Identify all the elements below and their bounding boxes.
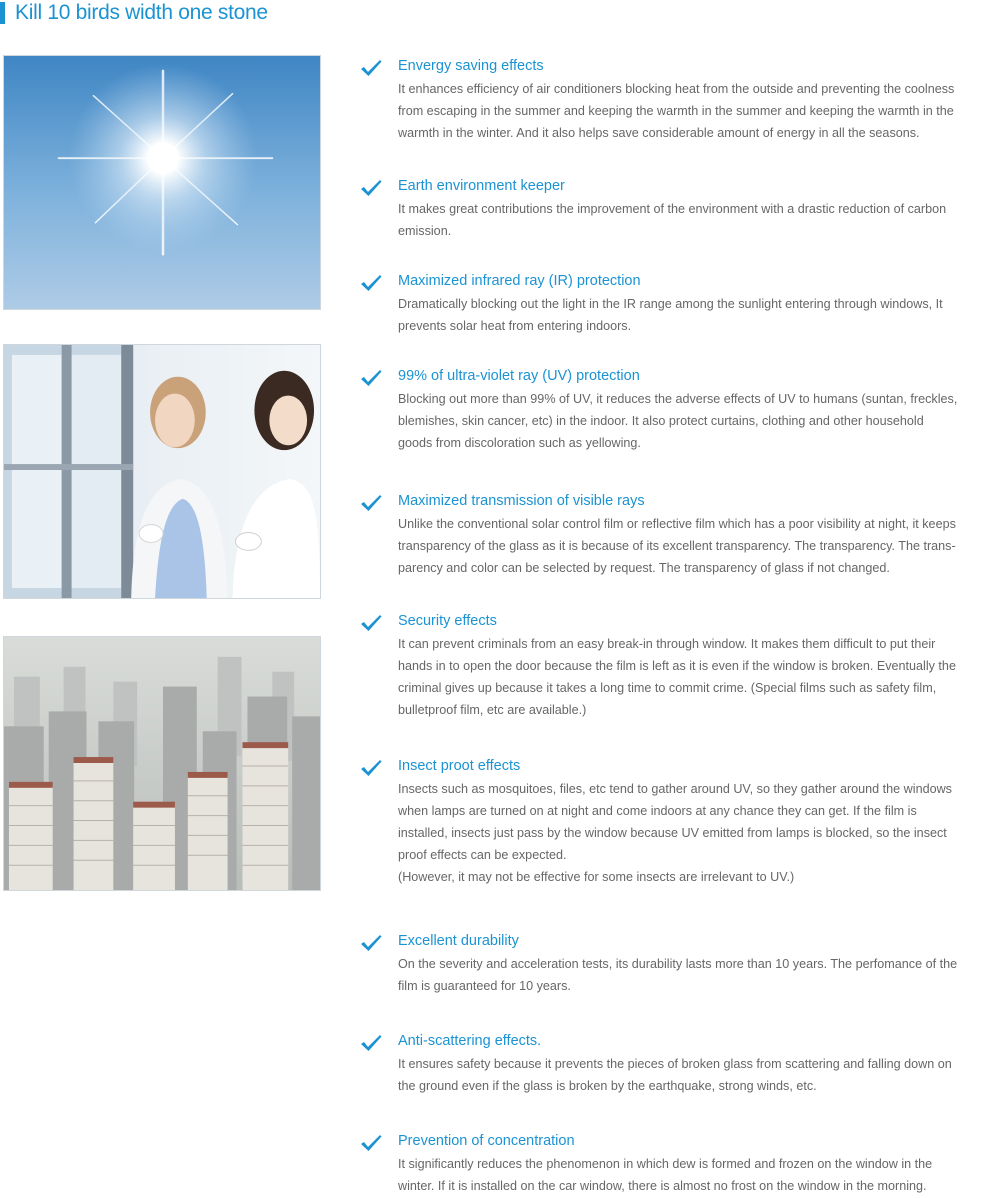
feature-description-line: prevents solar heat from entering indoors.: [398, 319, 632, 333]
feature-title: 99% of ultra-violet ray (UV) protection: [398, 368, 640, 384]
feature-description-line: Dramatically blocking out the light in the IR range among the sunlight entering through windows, It: [398, 297, 943, 311]
feature-title: Insect proot effects: [398, 758, 521, 774]
checkmark-icon: [360, 369, 382, 387]
feature-title: Maximized transmission of visible rays: [398, 493, 645, 509]
feature-description-line: (However, it may not be effective for some insects are irrelevant to UV.): [398, 870, 795, 884]
checkmark-icon: [360, 759, 382, 777]
page-title: Kill 10 birds width one stone: [15, 1, 268, 24]
feature-description: [398, 778, 1000, 888]
feature-description-line: It ensures safety because it prevents the pieces of broken glass from scattering and falling down on: [398, 1057, 952, 1071]
feature-description: [398, 633, 1000, 721]
women-at-window-photo: [3, 344, 321, 599]
checkmark-icon: [360, 1134, 382, 1152]
feature-list: [360, 0, 1000, 1198]
feature-description-line: It enhances efficiency of air conditioners blocking heat from the outside and preventing the coolness: [398, 82, 955, 96]
feature-title: Maximized infrared ray (IR) protection: [398, 273, 641, 289]
feature-description-line: blemishes, skin cancer, etc) in the indoor. It also protect curtains, clothing and other household: [398, 414, 924, 428]
feature-description-line: On the severity and acceleration tests, its durability lasts more than 10 years. The perfomance of the: [398, 957, 958, 971]
checkmark-icon: [360, 934, 382, 952]
feature-description-line: bulletproof film, etc are available.): [398, 703, 587, 717]
feature-description: [398, 1053, 1000, 1097]
checkmark-icon: [360, 614, 382, 632]
checkmark-icon: [360, 1034, 382, 1052]
feature-description-line: criminal gives up because it takes a long time to commit crime. (Special films such as safety film,: [398, 681, 937, 695]
feature-description: [398, 78, 1000, 144]
feature-description-line: parency and color can be selected by request. The transparency of glass if not changed.: [398, 561, 890, 575]
feature-description-line: It makes great contributions the improvement of the environment with a drastic reduction of carbon: [398, 202, 947, 216]
feature-description-line: goods from discoloration such as yellowing.: [398, 436, 641, 450]
checkmark-icon: [360, 494, 382, 512]
feature-description-line: It can prevent criminals from an easy break-in through window. It makes them difficult to put their: [398, 637, 936, 651]
feature-description-line: Insects such as mosquitoes, files, etc tend to gather around UV, so they gather around the windows: [398, 782, 952, 796]
title-accent-bar: [0, 2, 5, 24]
feature-description: [398, 953, 1000, 997]
checkmark-icon: [360, 179, 382, 197]
apartment-buildings-photo: [3, 636, 321, 891]
feature-description-line: Blocking out more than 99% of UV, it reduces the adverse effects of UV to humans (suntan, freckles,: [398, 392, 958, 406]
feature-description-line: from escaping in the summer and keeping the warmth in the summer and keeping the warmth in the: [398, 104, 954, 118]
feature-description: [398, 388, 1000, 454]
feature-description: [398, 293, 1000, 337]
feature-title: Envergy saving effects: [398, 58, 544, 74]
feature-description: [398, 198, 1000, 242]
feature-description-line: installed, insects just pass by the window because UV emitted from lamps is blocked, so the insect: [398, 826, 947, 840]
feature-title: Earth environment keeper: [398, 178, 565, 194]
feature-description-line: emission.: [398, 224, 452, 238]
feature-description-line: film is guaranteed for 10 years.: [398, 979, 571, 993]
feature-description-line: hands in to open the door because the film is left as it is even if the window is broken. Eventually the: [398, 659, 956, 673]
feature-description-line: winter. If it is installed on the car window, there is almost no frost on the window in the morning.: [398, 1179, 927, 1193]
feature-description-line: the ground even if the glass is broken by the earthquake, strong winds, etc.: [398, 1079, 817, 1093]
feature-description-line: proof effects can be expected.: [398, 848, 567, 862]
checkmark-icon: [360, 274, 382, 292]
feature-description-line: It significantly reduces the phenomenon in which dew is formed and frozen on the window in the: [398, 1157, 933, 1171]
feature-description-line: transparency of the glass as it is because of its excellent transparency. The transparency. The trans-: [398, 539, 956, 553]
feature-description-line: when lamps are turned on at night and come indoors at any chance they can get. If the film is: [398, 804, 917, 818]
feature-title: Excellent durability: [398, 933, 519, 949]
feature-description-line: warmth in the winter. And it also helps save considerable amount of energy in all the seasons.: [398, 126, 920, 140]
feature-description-line: Unlike the conventional solar control film or reflective film which has a poor visibility at night, it keeps: [398, 517, 956, 531]
feature-title: Anti-scattering effects.: [398, 1033, 542, 1049]
sun-in-sky-photo: [3, 55, 321, 310]
feature-description: [398, 1153, 1000, 1197]
checkmark-icon: [360, 59, 382, 77]
feature-description: [398, 513, 1000, 579]
feature-title: Prevention of concentration: [398, 1133, 575, 1149]
feature-title: Security effects: [398, 613, 497, 629]
